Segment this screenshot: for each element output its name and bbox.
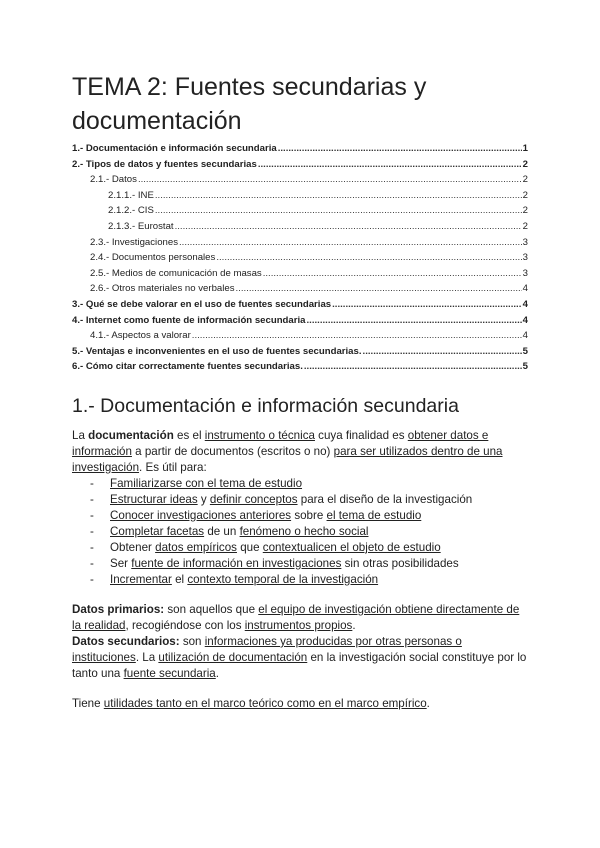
- toc-entry-page: 4: [522, 283, 528, 295]
- toc-entry-page: 2: [522, 189, 528, 201]
- toc-entry[interactable]: [72, 190, 528, 206]
- toc-entry-label: 2.4.- Documentos personales: [90, 252, 216, 264]
- toc-leader-dots: [236, 283, 522, 294]
- list-item: - Incrementar el contexto temporal de la investigación: [88, 572, 528, 588]
- toc-entry-page: 2: [522, 174, 528, 186]
- toc-entry-page: 4: [522, 314, 528, 326]
- toc-entry-page: 3: [522, 267, 528, 279]
- toc-entry[interactable]: [72, 143, 528, 159]
- section-heading: 1.- Documentación e información secundaria: [72, 394, 459, 417]
- uses-list: [72, 476, 528, 588]
- list-item: - Ser fuente de información en investigaciones sin otras posibilidades: [88, 556, 528, 572]
- toc-leader-dots: [332, 299, 522, 310]
- toc-entry[interactable]: [72, 330, 528, 346]
- toc-entry-page: 2: [522, 205, 528, 217]
- toc-entry[interactable]: [72, 346, 528, 362]
- toc-entry[interactable]: [72, 361, 528, 377]
- toc-leader-dots: [304, 361, 522, 372]
- toc-leader-dots: [363, 346, 522, 357]
- toc-entry[interactable]: [72, 205, 528, 221]
- toc-entry-page: 1: [522, 143, 528, 154]
- utilities-paragraph: Tiene utilidades tanto en el marco teórico como en el marco empírico.: [72, 696, 430, 710]
- list-item: - Conocer investigaciones anteriores sobre el tema de estudio: [88, 508, 528, 524]
- toc-entry[interactable]: [72, 315, 528, 331]
- table-of-contents: [72, 143, 528, 377]
- list-item: - Estructurar ideas y definir conceptos para el diseño de la investigación: [88, 492, 528, 508]
- toc-entry-label: 6.- Cómo citar correctamente fuentes secundarias.: [72, 361, 303, 373]
- toc-entry[interactable]: [72, 252, 528, 268]
- secondary-data-paragraph: Datos secundarios: son informaciones ya producidas por otras personas o instituciones. La utilización de documentación en la investigación social constituye por lo tanto una fuente secundaria.: [72, 634, 527, 680]
- toc-leader-dots: [258, 159, 522, 170]
- toc-entry-page: 3: [522, 252, 528, 264]
- toc-entry[interactable]: [72, 268, 528, 284]
- toc-entry-label: 1.- Documentación e información secundaria: [72, 143, 277, 154]
- toc-entry-page: 2: [522, 220, 528, 232]
- toc-entry-label: 2.1.3.- Eurostat: [108, 220, 174, 232]
- toc-entry[interactable]: [72, 283, 528, 299]
- list-item: - Completar facetas de un fenómeno o hecho social: [88, 524, 528, 540]
- toc-leader-dots: [155, 205, 522, 216]
- toc-entry-label: 2.3.- Investigaciones: [90, 236, 178, 248]
- toc-entry-label: 3.- Qué se debe valorar en el uso de fuentes secundarias: [72, 298, 332, 310]
- toc-leader-dots: [155, 190, 522, 201]
- document-title: TEMA 2: Fuentes secundarias y documentación: [72, 73, 427, 135]
- intro-paragraph: La documentación es el instrumento o técnica cuya finalidad es obtener datos e información a partir de documentos (escritos o no) para ser utilizados dentro de una investigación. Es útil para:: [72, 428, 503, 474]
- toc-leader-dots: [278, 143, 522, 154]
- toc-entry[interactable]: [72, 159, 528, 175]
- toc-entry-label: 5.- Ventajas e inconvenientes en el uso de fuentes secundarias.: [72, 345, 362, 357]
- toc-leader-dots: [216, 252, 521, 263]
- primary-data-paragraph: Datos primarios: son aquellos que el equipo de investigación obtiene directamente de la realidad, recogiéndose con los instrumentos propios.: [72, 602, 520, 632]
- toc-leader-dots: [192, 330, 522, 341]
- toc-entry[interactable]: [72, 174, 528, 190]
- toc-entry[interactable]: [72, 237, 528, 253]
- toc-entry-label: 2.6.- Otros materiales no verbales: [90, 283, 235, 295]
- toc-entry-page: 3: [522, 236, 528, 248]
- toc-entry-page: 2: [522, 158, 528, 170]
- toc-entry[interactable]: [72, 221, 528, 237]
- toc-entry-label: 2.1.1.- INE: [108, 189, 154, 201]
- toc-entry-page: 4: [522, 330, 528, 342]
- toc-entry-label: 2.5.- Medios de comunicación de masas: [90, 267, 262, 279]
- toc-entry-page: 5: [522, 345, 528, 357]
- toc-entry-label: 2.1.- Datos: [90, 174, 137, 186]
- document-page: [72, 70, 528, 712]
- toc-leader-dots: [179, 237, 522, 248]
- list-item: - Familiarizarse con el tema de estudio: [88, 476, 528, 492]
- toc-leader-dots: [175, 221, 522, 232]
- toc-entry-page: 5: [522, 361, 528, 373]
- toc-entry-label: 4.1.- Aspectos a valorar: [90, 330, 191, 342]
- toc-entry[interactable]: [72, 299, 528, 315]
- toc-entry-label: 2.1.2.- CIS: [108, 205, 154, 217]
- toc-entry-label: 4.- Internet como fuente de información secundaria: [72, 314, 306, 326]
- list-item: - Obtener datos empíricos que contextualicen el objeto de estudio: [88, 540, 528, 556]
- toc-entry-label: 2.- Tipos de datos y fuentes secundarias: [72, 158, 257, 170]
- toc-leader-dots: [138, 174, 522, 185]
- toc-entry-page: 4: [522, 298, 528, 310]
- toc-leader-dots: [307, 315, 522, 326]
- toc-leader-dots: [263, 268, 522, 279]
